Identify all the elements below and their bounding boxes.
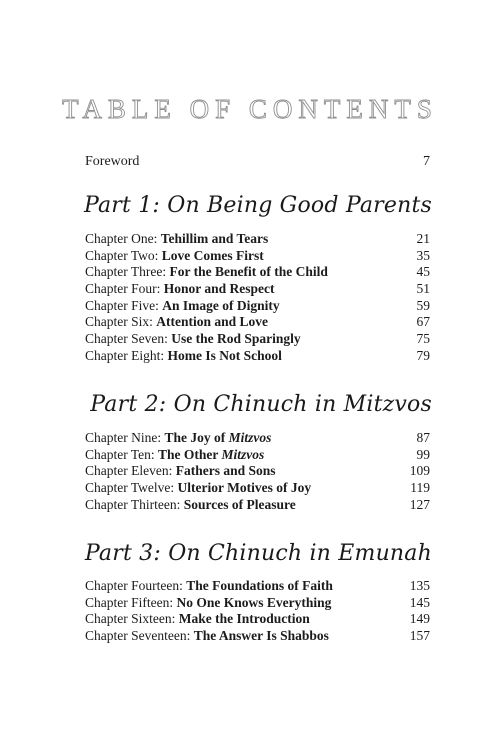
part-2-heading: Part 2: On Chinuch in Mitzvos xyxy=(90,392,432,417)
chapter-entry[interactable] xyxy=(85,480,430,497)
chapter-page-number: 35 xyxy=(416,247,430,263)
chapter-title: Use the Rod Sparingly xyxy=(171,331,301,347)
foreword-entry[interactable] xyxy=(85,154,430,170)
chapter-heading xyxy=(85,497,296,514)
chapter-heading xyxy=(85,281,275,298)
chapter-label: Chapter Ten: xyxy=(85,446,159,462)
chapter-heading xyxy=(85,628,329,645)
chapter-label: Chapter Eight: xyxy=(85,347,168,363)
chapter-entry[interactable] xyxy=(85,628,430,645)
part-3-chapter-list xyxy=(85,578,430,645)
chapter-label: Chapter One: xyxy=(85,231,161,246)
chapter-label: Chapter Four: xyxy=(85,281,164,297)
chapter-heading xyxy=(85,331,301,348)
chapter-entry[interactable] xyxy=(85,430,430,447)
chapter-page-number: 67 xyxy=(416,314,430,330)
chapter-label: Chapter Six: xyxy=(85,314,157,330)
chapter-title: The Joy of xyxy=(164,430,229,445)
chapter-page-number: 127 xyxy=(409,496,430,512)
chapter-page-number: 109 xyxy=(409,463,430,479)
chapter-heading xyxy=(85,314,268,331)
chapter-page-number: 59 xyxy=(416,297,430,313)
chapter-entry[interactable] xyxy=(85,248,430,265)
chapter-title: The Answer Is Shabbos xyxy=(193,628,329,644)
chapter-title: Make the Introduction xyxy=(178,611,310,627)
chapter-label: Chapter Seven: xyxy=(85,331,172,347)
chapter-title: Tehillim and Tears xyxy=(160,231,269,246)
chapter-page-number: 157 xyxy=(409,628,430,644)
chapter-entry[interactable] xyxy=(85,595,430,612)
chapter-label: Chapter Fifteen: xyxy=(85,594,177,610)
chapter-heading xyxy=(85,248,264,265)
chapter-label: Chapter Seventeen: xyxy=(85,628,194,644)
chapter-label: Chapter Three: xyxy=(85,264,170,280)
part-2-chapter-list xyxy=(85,430,430,513)
chapter-heading xyxy=(85,463,276,480)
chapter-title: An Image of Dignity xyxy=(162,297,280,313)
chapter-heading xyxy=(85,578,333,595)
chapter-page-number: 45 xyxy=(416,264,430,280)
chapter-title: The Other xyxy=(158,446,222,462)
part-1-chapter-list xyxy=(85,231,430,365)
chapter-title: Love Comes First xyxy=(161,247,264,263)
chapter-page-number: 99 xyxy=(416,446,430,462)
chapter-entry[interactable] xyxy=(85,298,430,315)
chapter-label: Chapter Sixteen: xyxy=(85,611,179,627)
chapter-heading xyxy=(85,480,311,497)
chapter-label: Chapter Nine: xyxy=(85,430,165,445)
chapter-entry[interactable] xyxy=(85,264,430,281)
chapter-entry[interactable] xyxy=(85,348,430,365)
chapter-page-number: 145 xyxy=(409,594,430,610)
chapter-page-number: 79 xyxy=(416,347,430,363)
chapter-heading xyxy=(85,447,264,464)
chapter-title: Fathers and Sons xyxy=(175,463,276,479)
chapter-title-italic: Mitzvos xyxy=(228,430,272,445)
chapter-label: Chapter Fourteen: xyxy=(85,578,187,593)
chapter-heading xyxy=(85,298,280,315)
chapter-entry[interactable] xyxy=(85,231,430,248)
chapter-title-italic: Mitzvos xyxy=(221,446,265,462)
chapter-label: Chapter Eleven: xyxy=(85,463,176,479)
chapter-page-number: 21 xyxy=(416,231,430,246)
chapter-title: No One Knows Everything xyxy=(176,594,332,610)
foreword-label: Foreword xyxy=(85,154,140,169)
foreword-page: 7 xyxy=(423,154,430,169)
chapter-page-number: 87 xyxy=(416,430,430,445)
chapter-heading xyxy=(85,264,328,281)
chapter-heading xyxy=(85,611,310,628)
chapter-heading xyxy=(85,231,268,248)
chapter-entry[interactable] xyxy=(85,578,430,595)
chapter-entry[interactable] xyxy=(85,497,430,514)
chapter-label: Chapter Two: xyxy=(85,247,162,263)
chapter-label: Chapter Thirteen: xyxy=(85,496,184,512)
chapter-page-number: 149 xyxy=(409,611,430,627)
chapter-page-number: 119 xyxy=(410,480,430,496)
chapter-title: The Foundations of Faith xyxy=(186,578,333,593)
chapter-heading xyxy=(85,595,331,612)
chapter-page-number: 75 xyxy=(416,331,430,347)
chapter-label: Chapter Twelve: xyxy=(85,480,178,496)
part-1-heading: Part 1: On Being Good Parents xyxy=(83,193,432,218)
part-3-heading: Part 3: On Chinuch in Emunah xyxy=(84,541,432,566)
chapter-title: Honor and Respect xyxy=(163,281,275,297)
chapter-entry[interactable] xyxy=(85,331,430,348)
chapter-title: Ulterior Motives of Joy xyxy=(177,480,312,496)
chapter-entry[interactable] xyxy=(85,281,430,298)
chapter-page-number: 135 xyxy=(409,578,430,593)
chapter-title: Home Is Not School xyxy=(167,347,282,363)
chapter-label: Chapter Five: xyxy=(85,297,163,313)
chapter-entry[interactable] xyxy=(85,314,430,331)
chapter-title: For the Benefit of the Child xyxy=(169,264,328,280)
chapter-entry[interactable] xyxy=(85,463,430,480)
chapter-title: Sources of Pleasure xyxy=(183,496,296,512)
chapter-title: Attention and Love xyxy=(156,314,269,330)
page-title: TABLE OF CONTENTS xyxy=(62,94,438,124)
chapter-entry[interactable] xyxy=(85,611,430,628)
chapter-entry[interactable] xyxy=(85,447,430,464)
chapter-heading xyxy=(85,348,282,365)
chapter-heading xyxy=(85,430,271,447)
chapter-page-number: 51 xyxy=(416,281,430,297)
